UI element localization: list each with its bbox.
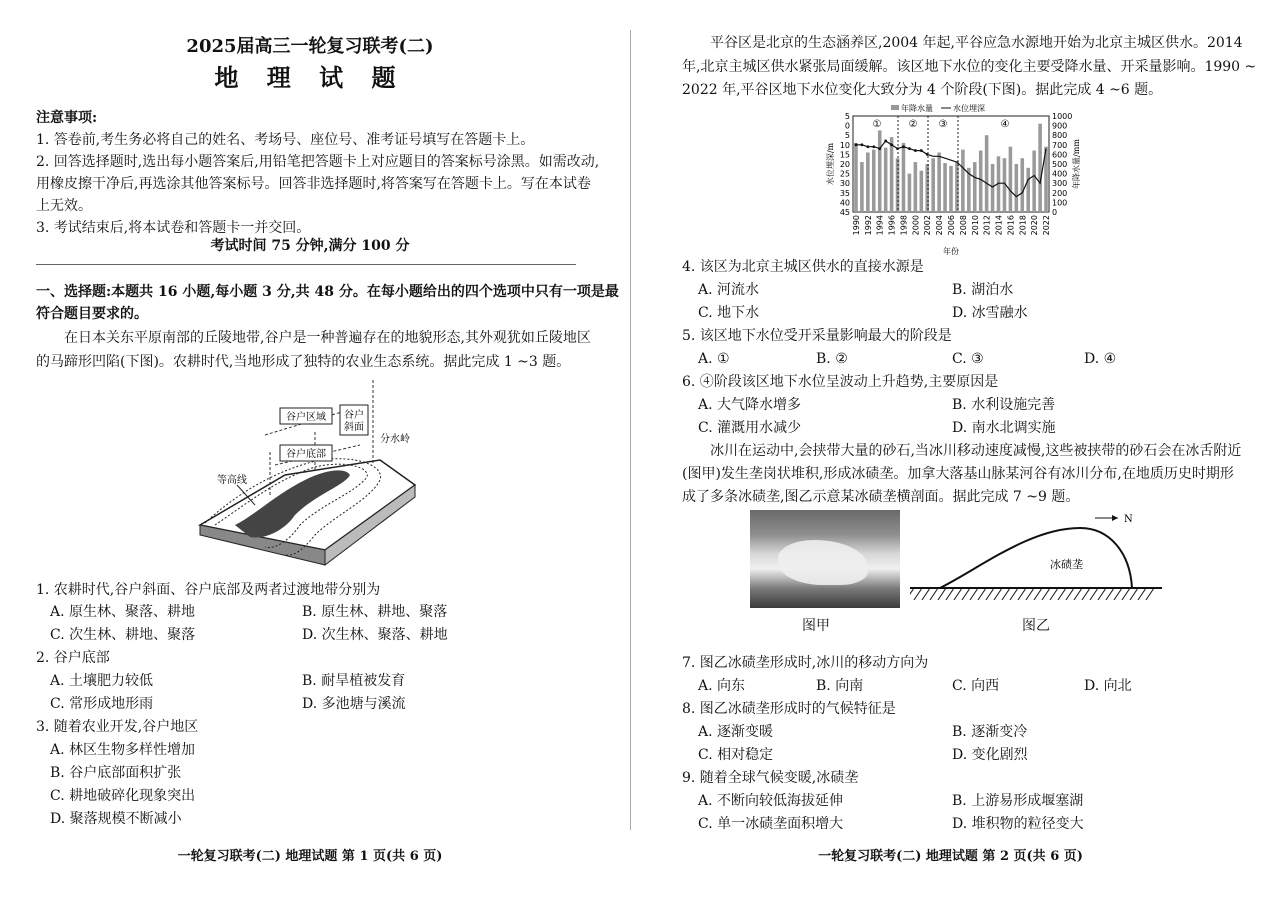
hatch-line bbox=[946, 588, 954, 600]
q9-option-b[interactable]: B. 上游易形成堰塞湖 bbox=[952, 793, 1084, 809]
hatch-line bbox=[1042, 588, 1050, 600]
hatch-line bbox=[1122, 588, 1130, 600]
q1-option-b[interactable]: B. 原生林、耕地、聚落 bbox=[302, 604, 448, 620]
q9-stem: 9. 随着全球气候变暖,冰碛垄 bbox=[682, 770, 859, 786]
stage-label-1: ① bbox=[872, 119, 882, 130]
x-tick-label: 2002 bbox=[923, 215, 933, 236]
x-tick-label: 2018 bbox=[1018, 215, 1028, 236]
left-tick-label: 5 bbox=[844, 131, 850, 141]
precipitation-bar bbox=[866, 152, 870, 212]
moraine-profile bbox=[910, 508, 1165, 608]
hatch-line bbox=[1106, 588, 1114, 600]
q6-option-a[interactable]: A. 大气降水增多 bbox=[698, 397, 802, 413]
left-tick-label: 15 bbox=[839, 150, 850, 160]
hatch-line bbox=[1010, 588, 1018, 600]
footer-right: 一轮复习联考(二) 地理试题 第 2 页(共 6 页) bbox=[818, 849, 1083, 864]
precipitation-bar bbox=[991, 164, 995, 212]
precipitation-bar bbox=[973, 162, 977, 212]
q4-option-c[interactable]: C. 地下水 bbox=[698, 305, 760, 321]
glacier-intro-line1: 冰川在运动中,会挟带大量的砂石,当冰川移动速度减慢,这些被挟带的砂石会在冰舌附近 bbox=[710, 443, 1242, 459]
x-tick-label: 2008 bbox=[958, 215, 968, 236]
label-bottom: 谷户底部 bbox=[286, 449, 326, 460]
q5-option-c[interactable]: C. ③ bbox=[952, 351, 984, 367]
q3-stem: 3. 随着农业开发,谷户地区 bbox=[36, 719, 199, 735]
q1-option-d[interactable]: D. 次生林、聚落、耕地 bbox=[302, 627, 448, 643]
q8-option-a[interactable]: A. 逐渐变暖 bbox=[698, 724, 774, 740]
q4-option-b[interactable]: B. 湖泊水 bbox=[952, 282, 1014, 298]
precipitation-bar bbox=[854, 143, 858, 212]
depth-marker bbox=[872, 145, 875, 148]
q8-stem: 8. 图乙冰碛垄形成时的气候特征是 bbox=[682, 701, 896, 717]
q9-option-c[interactable]: C. 单一冰碛垄面积增大 bbox=[698, 816, 844, 832]
precipitation-bar bbox=[1020, 158, 1024, 212]
legend-depth: 水位埋深 bbox=[953, 104, 985, 113]
right-tick-label: 600 bbox=[1052, 150, 1068, 160]
left-tick-label: 5 bbox=[844, 112, 850, 121]
precipitation-bar bbox=[931, 158, 935, 212]
notice-item-3: 3. 考试结束后,将本试卷和答题卡一并交回。 bbox=[36, 220, 311, 236]
legend-bar-swatch bbox=[891, 105, 899, 110]
right-tick-label: 500 bbox=[1052, 160, 1068, 169]
precipitation-bar bbox=[961, 150, 965, 212]
hatch-line bbox=[986, 588, 994, 600]
page-divider bbox=[630, 30, 631, 830]
stage-label-3: ③ bbox=[938, 119, 948, 130]
divider-line bbox=[36, 264, 576, 265]
hatch-line bbox=[1114, 588, 1122, 600]
depth-marker bbox=[908, 147, 911, 150]
label-valley-area: 谷户区域 bbox=[286, 412, 326, 423]
hatch-line bbox=[1146, 588, 1154, 600]
precipitation-bar bbox=[902, 143, 906, 212]
depth-marker bbox=[902, 145, 905, 148]
precipitation-bar bbox=[979, 151, 983, 212]
glacier-intro-line2: (图甲)发生垄岗状堆积,形成冰碛垄。加拿大落基山脉某河谷有冰川分布,在地质历史时期形 bbox=[682, 466, 1234, 482]
q2-option-a[interactable]: A. 土壤肥力较低 bbox=[50, 673, 154, 689]
q9-option-a[interactable]: A. 不断向较低海拔延伸 bbox=[698, 793, 844, 809]
precipitation-bar bbox=[884, 148, 888, 212]
notice-item-2: 2. 回答选择题时,选出每小题答案后,用铅笔把答题卡上对应题目的答案标号涂黑。如需改动, bbox=[36, 154, 600, 170]
q2-option-d[interactable]: D. 多池塘与溪流 bbox=[302, 696, 406, 712]
x-tick-label: 1992 bbox=[863, 215, 873, 236]
valley-diagram bbox=[195, 375, 445, 575]
intro-paragraph-line1: 在日本关东平原南部的丘陵地带,谷户是一种普遍存在的地貌形态,其外观犹如丘陵地区 bbox=[64, 330, 591, 346]
ylabel-right: 年降水量/mm bbox=[1072, 139, 1081, 189]
pinggu-intro-line1: 平谷区是北京的生态涵养区,2004 年起,平谷应急水源地开始为北京主城区供水。2014 bbox=[710, 35, 1243, 51]
right-tick-label: 0 bbox=[1052, 208, 1058, 217]
hatch-line bbox=[978, 588, 986, 600]
precipitation-bar bbox=[914, 162, 918, 212]
q8-option-d[interactable]: D. 变化剧烈 bbox=[952, 747, 1028, 763]
hatch-line bbox=[1098, 588, 1106, 600]
hatch-line bbox=[970, 588, 978, 600]
x-tick-label: 2000 bbox=[911, 215, 921, 236]
precipitation-bar bbox=[872, 150, 876, 212]
precipitation-bar bbox=[890, 137, 894, 212]
hatch-line bbox=[922, 588, 930, 600]
hatch-line bbox=[1034, 588, 1042, 600]
xlabel: 年份 bbox=[943, 247, 959, 256]
right-tick-label: 800 bbox=[1052, 131, 1068, 141]
x-tick-label: 1998 bbox=[899, 215, 909, 236]
right-tick-label: 900 bbox=[1052, 121, 1068, 131]
right-tick-label: 400 bbox=[1052, 169, 1068, 179]
hatch-line bbox=[914, 588, 922, 600]
q5-option-a[interactable]: A. ① bbox=[698, 351, 730, 367]
hatch-line bbox=[938, 588, 946, 600]
glacier-photo bbox=[750, 510, 900, 608]
q7-option-a[interactable]: A. 向东 bbox=[698, 678, 746, 694]
depth-marker bbox=[878, 147, 881, 150]
label-contour: 等高线 bbox=[217, 475, 247, 486]
x-tick-label: 2022 bbox=[1042, 215, 1052, 236]
q2-option-b[interactable]: B. 耐旱植被发育 bbox=[302, 673, 406, 689]
q3-option-c[interactable]: C. 耕地破碎化现象突出 bbox=[50, 788, 196, 804]
left-tick-label: 0 bbox=[844, 121, 850, 131]
ground-hatching bbox=[910, 588, 1154, 600]
precipitation-bar bbox=[1032, 151, 1036, 212]
hatch-line bbox=[994, 588, 1002, 600]
q7-stem: 7. 图乙冰碛垄形成时,冰川的移动方向为 bbox=[682, 655, 929, 671]
pinggu-intro-line2: 年,北京主城区供水紧张局面缓解。该区地下水位的变化主要受降水量、开采量影响。1990 ~ bbox=[682, 59, 1257, 75]
x-tick-label: 2016 bbox=[1006, 215, 1016, 236]
precipitation-bar bbox=[949, 166, 953, 212]
legend-precipitation: 年降水量 bbox=[901, 104, 933, 113]
figure-a-caption: 图甲 bbox=[802, 618, 830, 634]
precipitation-bar bbox=[920, 171, 924, 212]
hatch-line bbox=[962, 588, 970, 600]
right-axis-ticks bbox=[1052, 112, 1072, 217]
q4-option-d[interactable]: D. 冰雪融水 bbox=[952, 305, 1028, 321]
hatch-line bbox=[1138, 588, 1146, 600]
q6-stem: 6. ④阶段该区地下水位呈波动上升趋势,主要原因是 bbox=[682, 374, 999, 390]
hatch-line bbox=[954, 588, 962, 600]
depth-marker bbox=[920, 149, 923, 152]
precipitation-bar bbox=[908, 174, 912, 212]
stage-label-4: ④ bbox=[1000, 119, 1010, 130]
left-tick-label: 20 bbox=[839, 160, 850, 169]
left-tick-label: 10 bbox=[839, 140, 850, 150]
q6-option-b[interactable]: B. 水利设施完善 bbox=[952, 397, 1056, 413]
q5-option-b[interactable]: B. ② bbox=[816, 351, 848, 367]
notice-heading: 注意事项: bbox=[36, 110, 98, 126]
q8-option-c[interactable]: C. 相对稳定 bbox=[698, 747, 774, 763]
precipitation-bar bbox=[1015, 164, 1019, 212]
q3-option-a[interactable]: A. 林区生物多样性增加 bbox=[50, 742, 196, 758]
section1-heading: 一、选择题:本题共 16 小题,每小题 3 分,共 48 分。在每小题给出的四个选项中只有一项是最 bbox=[36, 284, 619, 300]
hatch-line bbox=[1066, 588, 1074, 600]
precipitation-bar bbox=[860, 162, 864, 212]
ylabel-left: 水位埋深/m bbox=[826, 142, 835, 186]
x-tick-label: 1994 bbox=[875, 215, 885, 236]
left-axis-ticks bbox=[840, 112, 850, 217]
x-tick-label: 2014 bbox=[994, 215, 1004, 236]
q7-option-c[interactable]: C. 向西 bbox=[952, 678, 1000, 694]
left-tick-label: 45 bbox=[839, 208, 850, 217]
hatch-line bbox=[1090, 588, 1098, 600]
depth-marker bbox=[861, 143, 864, 146]
exam-title: 2025届高三一轮复习联考(二) bbox=[186, 36, 434, 57]
q5-stem: 5. 该区地下水位受开采量影响最大的阶段是 bbox=[682, 328, 952, 344]
q6-option-d[interactable]: D. 南水北调实施 bbox=[952, 420, 1056, 436]
q5-option-d[interactable]: D. ④ bbox=[1084, 351, 1117, 367]
left-tick-label: 40 bbox=[839, 198, 850, 208]
q7-option-b[interactable]: B. 向南 bbox=[816, 678, 864, 694]
depth-marker bbox=[914, 149, 917, 152]
hatch-line bbox=[1058, 588, 1066, 600]
notice-item-2-end: 上无效。 bbox=[36, 198, 92, 214]
notice-item-1: 1. 答卷前,考生务必将自己的姓名、考场号、座位号、准考证号填写在答题卡上。 bbox=[36, 132, 535, 148]
exam-time: 考试时间 75 分钟,满分 100 分 bbox=[210, 238, 410, 254]
q3-option-d[interactable]: D. 聚落规模不断减小 bbox=[50, 811, 182, 827]
section1-heading-cont: 符合题目要求的。 bbox=[36, 306, 148, 322]
precipitation-bar bbox=[1038, 124, 1042, 212]
precipitation-bar bbox=[985, 135, 989, 212]
north-label: N bbox=[1124, 514, 1133, 525]
x-tick-label: 2004 bbox=[935, 215, 945, 236]
moraine-ridge bbox=[940, 528, 1132, 588]
depth-marker bbox=[890, 143, 893, 146]
left-tick-label: 30 bbox=[839, 179, 850, 189]
precipitation-bar bbox=[1026, 168, 1030, 212]
precipitation-bar bbox=[937, 152, 941, 212]
x-tick-label: 1996 bbox=[887, 215, 897, 236]
x-tick-label: 2010 bbox=[970, 215, 980, 236]
q1-option-a[interactable]: A. 原生林、聚落、耕地 bbox=[50, 604, 196, 620]
q4-option-a[interactable]: A. 河流水 bbox=[698, 282, 760, 298]
north-arrow-head bbox=[1112, 515, 1118, 521]
hatch-line bbox=[1074, 588, 1082, 600]
precipitation-bar bbox=[878, 130, 882, 212]
depth-marker bbox=[884, 140, 887, 143]
q4-stem: 4. 该区为北京主城区供水的直接水源是 bbox=[682, 259, 924, 275]
right-page bbox=[640, 0, 1261, 900]
label-slope: 谷户斜面 bbox=[344, 410, 364, 433]
q1-stem: 1. 农耕时代,谷户斜面、谷户底部及两者过渡地带分别为 bbox=[36, 582, 381, 598]
left-page bbox=[0, 0, 620, 900]
figure-b-caption: 图乙 bbox=[1022, 618, 1050, 634]
precipitation-bar bbox=[1009, 147, 1013, 212]
right-tick-label: 1000 bbox=[1052, 112, 1073, 121]
hatch-line bbox=[930, 588, 938, 600]
q2-stem: 2. 谷户底部 bbox=[36, 650, 110, 666]
right-tick-label: 100 bbox=[1052, 198, 1068, 208]
footer-left: 一轮复习联考(二) 地理试题 第 1 页(共 6 页) bbox=[177, 849, 443, 864]
q1-option-c[interactable]: C. 次生林、耕地、聚落 bbox=[50, 627, 196, 643]
left-tick-label: 25 bbox=[839, 169, 850, 179]
intro-paragraph-line2: 的马蹄形凹陷(下图)。农耕时代,当地形成了独特的农业生态系统。据此完成 1 ~3 题。 bbox=[36, 354, 571, 370]
label-divide: 分水岭 bbox=[380, 434, 410, 445]
pinggu-intro-line3: 2022 年,平谷区地下水位变化大致分为 4 个阶段(下图)。据此完成 4 ~6 题。 bbox=[682, 82, 1163, 98]
q3-option-b[interactable]: B. 谷户底部面积扩张 bbox=[50, 765, 182, 781]
hatch-line bbox=[1082, 588, 1090, 600]
right-tick-label: 300 bbox=[1052, 179, 1068, 189]
x-tick-label: 2006 bbox=[947, 215, 956, 236]
subject-title: 地 理 试 题 bbox=[214, 63, 406, 92]
q9-option-d[interactable]: D. 堆积物的粒径变大 bbox=[952, 816, 1084, 832]
groundwater-chart bbox=[825, 100, 1085, 258]
glacier-tongue bbox=[778, 540, 868, 585]
hatch-line bbox=[1130, 588, 1138, 600]
notice-item-2-cont: 用橡皮擦干净后,再选涂其他答案标号。回答非选择题时,将答案写在答题卡上。写在本试卷 bbox=[36, 176, 591, 192]
q7-option-d[interactable]: D. 向北 bbox=[1084, 678, 1132, 694]
right-tick-label: 700 bbox=[1052, 140, 1068, 150]
q6-option-c[interactable]: C. 灌溉用水减少 bbox=[698, 420, 802, 436]
x-tick-label: 2020 bbox=[1030, 215, 1040, 236]
hatch-line bbox=[1002, 588, 1010, 600]
glacier-intro-line3: 成了多条冰碛垄,图乙示意某冰碛垄横剖面。据此完成 7 ~9 题。 bbox=[682, 489, 1080, 505]
precipitation-bar bbox=[943, 163, 947, 212]
q2-option-c[interactable]: C. 常形成地形雨 bbox=[50, 696, 154, 712]
hatch-line bbox=[1050, 588, 1058, 600]
x-axis-ticks bbox=[852, 215, 1051, 235]
depth-marker bbox=[855, 143, 858, 146]
x-tick-label: 2012 bbox=[982, 215, 992, 236]
q8-option-b[interactable]: B. 逐渐变冷 bbox=[952, 724, 1028, 740]
depth-marker bbox=[866, 145, 869, 148]
hatch-line bbox=[1018, 588, 1026, 600]
left-tick-label: 35 bbox=[839, 188, 850, 198]
moraine-label: 冰碛垄 bbox=[1050, 558, 1083, 571]
stage-label-2: ② bbox=[908, 119, 918, 130]
hatch-line bbox=[1026, 588, 1034, 600]
x-tick-label: 1990 bbox=[851, 215, 861, 236]
hatch-line bbox=[910, 588, 914, 600]
right-tick-label: 200 bbox=[1052, 188, 1068, 198]
